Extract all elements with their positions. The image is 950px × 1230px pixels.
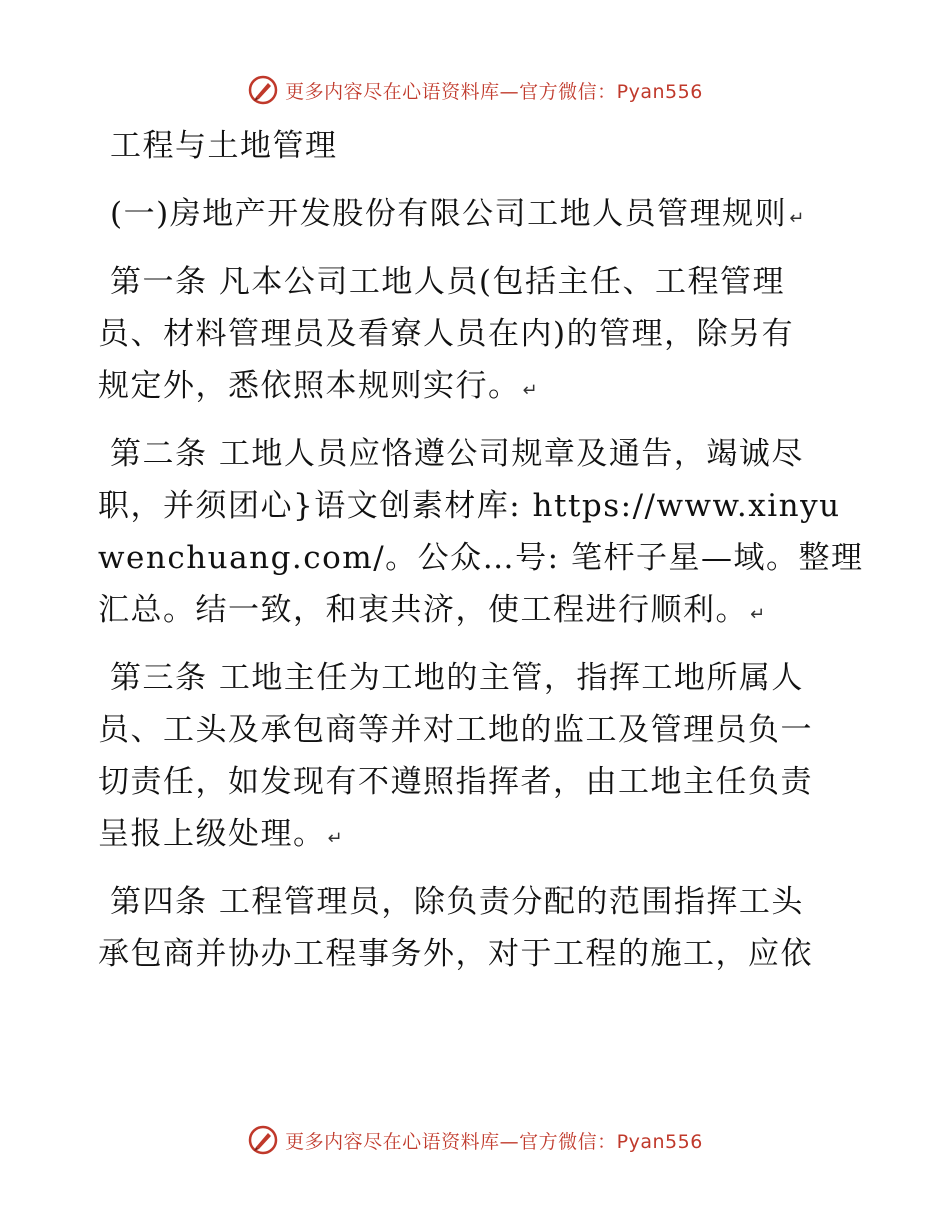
text-line: 第二条 工地人员应恪遵公司规章及通告，竭诚尽 [110, 436, 804, 472]
text-line: 汇总。结一致，和衷共济，使工程进行顺利。 ↵ [98, 592, 766, 628]
text-line: 员、工头及承包商等并对工地的监工及管理员负一 [98, 712, 813, 748]
article-1 [98, 256, 858, 412]
header-watermark-banner [0, 70, 950, 110]
paragraph-mark: ↵ [327, 828, 343, 849]
article-4 [98, 876, 858, 980]
section-title [98, 188, 858, 240]
watermark-text: 更多内容尽在心语资料库—官方微信：Pyan556 [285, 1130, 703, 1153]
text-line: 员、材料管理员及看寮人员在内)的管理，除另有 [98, 316, 795, 352]
text-line: 呈报上级处理。 ↵ [98, 816, 343, 852]
document-body [98, 120, 864, 980]
text-line: 规定外，悉依照本规则实行。 ↵ [98, 368, 538, 404]
text-line: 职，并须团心}语文创素材库: https://www.xinyu [98, 488, 841, 524]
text-line: 承包商并协办工程事务外，对于工程的施工，应依 [98, 936, 813, 972]
footer-watermark-banner [0, 1120, 950, 1160]
pen-logo-icon [247, 74, 279, 106]
paragraph-mark: ↵ [522, 380, 538, 401]
text-line: 第一条 凡本公司工地人员(包括主任、工程管理 [110, 264, 785, 300]
document-heading: 工程与土地管理 [110, 128, 338, 164]
text-line: wenchuang.com/。公众…号: 笔杆子星—域。整理 [98, 540, 864, 576]
article-3 [98, 652, 858, 860]
text-line: 切责任，如发现有不遵照指挥者，由工地主任负责 [98, 764, 813, 800]
pen-logo-icon [247, 1124, 279, 1156]
section-title-text: (一)房地产开发股份有限公司工地人员管理规则 [110, 196, 788, 232]
paragraph-mark: ↵ [789, 208, 805, 229]
paragraph-mark: ↵ [750, 604, 766, 625]
text-line: 第四条 工程管理员，除负责分配的范围指挥工头 [110, 884, 804, 920]
watermark-text: 更多内容尽在心语资料库—官方微信：Pyan556 [285, 80, 703, 103]
article-2 [98, 428, 864, 636]
text-line: 第三条 工地主任为工地的主管，指挥工地所属人 [110, 660, 804, 696]
